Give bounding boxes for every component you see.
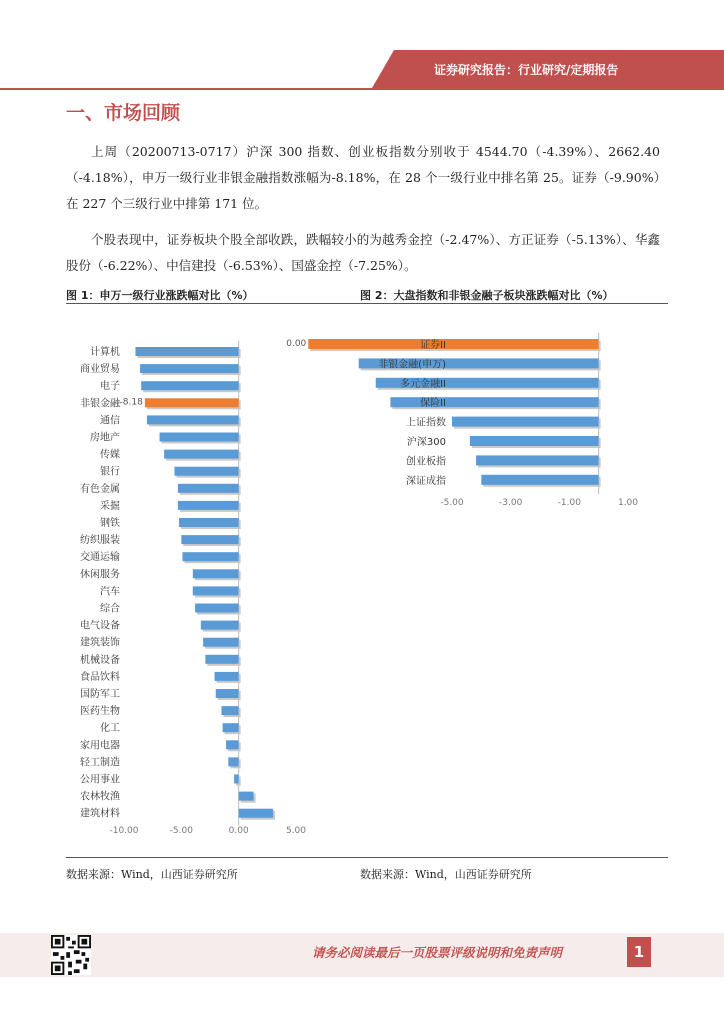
figure-1-source: 数据来源：Wind，山西证券研究所	[66, 868, 238, 881]
bar-房地产	[160, 433, 239, 442]
category-label: 轻工制造	[80, 757, 120, 769]
bar-食品饮料	[215, 672, 239, 681]
index-return-chart	[286, 330, 660, 520]
x-tick-label: -3.00	[499, 498, 523, 508]
bar-创业板指	[476, 455, 599, 465]
category-label: 创业板指	[406, 456, 446, 468]
category-label: 综合	[100, 603, 120, 615]
bar-农林牧渔	[239, 792, 254, 801]
category-label: 公用事业	[80, 774, 120, 786]
category-label: 电气设备	[80, 620, 120, 632]
category-label: 商业贸易	[80, 364, 120, 376]
category-label: 上证指数	[406, 417, 446, 429]
bar-非银金融	[145, 398, 239, 407]
bar-国防军工	[216, 689, 239, 698]
bar-建筑装饰	[203, 638, 239, 647]
category-label: 证券II	[420, 340, 446, 351]
category-label: 汽车	[100, 586, 120, 598]
bar-汽车	[193, 586, 239, 595]
category-label: 化工	[100, 723, 120, 735]
bar-商业贸易	[140, 364, 239, 373]
category-label: 农林牧渔	[80, 791, 120, 803]
category-label: 有色金属	[80, 483, 120, 495]
x-tick-label: -1.00	[557, 498, 581, 508]
category-label: 机械设备	[80, 654, 120, 666]
bar-休闲服务	[193, 569, 239, 578]
category-label: 传媒	[100, 449, 120, 461]
category-label: 建筑装饰	[80, 637, 120, 649]
category-label: 医药生物	[80, 706, 120, 718]
figure-bottom-rule	[66, 857, 668, 858]
bar-电子	[141, 381, 238, 390]
bar-综合	[195, 604, 239, 613]
bar-家用电器	[226, 740, 239, 749]
data-label: -8.18	[119, 397, 143, 408]
header-banner	[394, 50, 724, 88]
bar-公用事业	[234, 775, 239, 784]
category-label: 食品饮料	[80, 671, 120, 683]
bar-轻工制造	[228, 757, 238, 766]
category-label: 电子	[100, 381, 120, 393]
category-label: 保险II	[420, 398, 446, 410]
category-label: 沪深300	[406, 437, 446, 448]
category-label: 房地产	[90, 432, 120, 444]
bar-化工	[223, 723, 239, 732]
bar-沪深300	[470, 436, 599, 446]
industry-return-chart	[66, 330, 356, 840]
bar-建筑材料	[239, 809, 273, 818]
page-number: 1	[627, 937, 651, 967]
bar-传媒	[164, 450, 239, 459]
figure-2-title: 图 2：大盘指数和非银金融子板块涨跌幅对比（%）	[360, 289, 614, 302]
bar-计算机	[135, 347, 238, 356]
category-label: 采掘	[100, 500, 120, 512]
report-type: 证券研究报告：行业研究/定期报告	[434, 63, 619, 77]
category-label: 钢铁	[100, 518, 120, 529]
bar-电气设备	[201, 621, 239, 630]
bar-有色金属	[178, 484, 239, 493]
bar-采掘	[178, 501, 239, 510]
category-label: 银行	[100, 466, 120, 478]
bar-通信	[147, 415, 239, 424]
bar-交通运输	[182, 552, 238, 561]
category-label: 交通运输	[80, 552, 120, 564]
x-tick-label: 1.00	[617, 498, 639, 508]
category-label: 多元金融II	[400, 378, 446, 390]
figure-2-source: 数据来源：Wind，山西证券研究所	[360, 868, 532, 881]
category-label: 休闲服务	[80, 569, 120, 581]
qr-code-icon	[51, 935, 91, 975]
disclaimer-note: 请务必阅读最后一页股票评级说明和免责声明	[312, 945, 563, 960]
figure-1-title: 图 1：申万一级行业涨跌幅对比（%）	[66, 289, 254, 302]
x-tick-label: -5.00	[169, 826, 193, 836]
bar-银行	[174, 467, 238, 476]
category-label: 建筑材料	[80, 808, 120, 820]
bar-证券II	[308, 339, 598, 349]
figure-top-rule	[66, 303, 668, 304]
bar-纺织服装	[181, 535, 238, 544]
stock-performance-paragraph: 个股表现中，证券板块个股全部收跌，跌幅较小的为越秀金控（-2.47%）、方正证券（-5.13%）、华鑫股份（-6.22%）、中信建投（-6.53%）、国盛金控（-7.25%）。	[66, 232, 660, 273]
market-review-paragraph: 上周（20200713-0717）沪深 300 指数、创业板指数分别收于 4544.70（-4.39%）、2662.40（-4.18%），申万一级行业非银金融指数涨幅为-8.18%，在 28 个一级行业中排名第 25。证券（-9.90%）在 227 个三级行业中排第 171 位。	[66, 144, 660, 211]
x-tick-label: -10.00	[109, 826, 139, 836]
data-label: 0.00	[286, 339, 307, 349]
x-tick-label: -5.00	[440, 498, 464, 508]
bar-钢铁	[179, 518, 239, 527]
header-divider	[0, 88, 724, 90]
category-label: 计算机	[90, 347, 120, 358]
section-title: 一、市场回顾	[66, 102, 181, 124]
category-label: 纺织服装	[80, 535, 120, 547]
category-label: 通信	[100, 415, 120, 427]
x-tick-label: 0.00	[228, 826, 249, 836]
bar-深证成指	[481, 475, 598, 485]
bar-医药生物	[221, 706, 238, 715]
category-label: 非银金融	[80, 398, 120, 410]
category-label: 非银金融(申万)	[378, 359, 446, 371]
bar-上证指数	[452, 417, 599, 427]
category-label: 家用电器	[80, 740, 120, 752]
bar-机械设备	[205, 655, 238, 664]
category-label: 深证成指	[406, 475, 446, 487]
category-label: 国防军工	[80, 689, 120, 700]
x-tick-label: 5.00	[285, 826, 307, 836]
